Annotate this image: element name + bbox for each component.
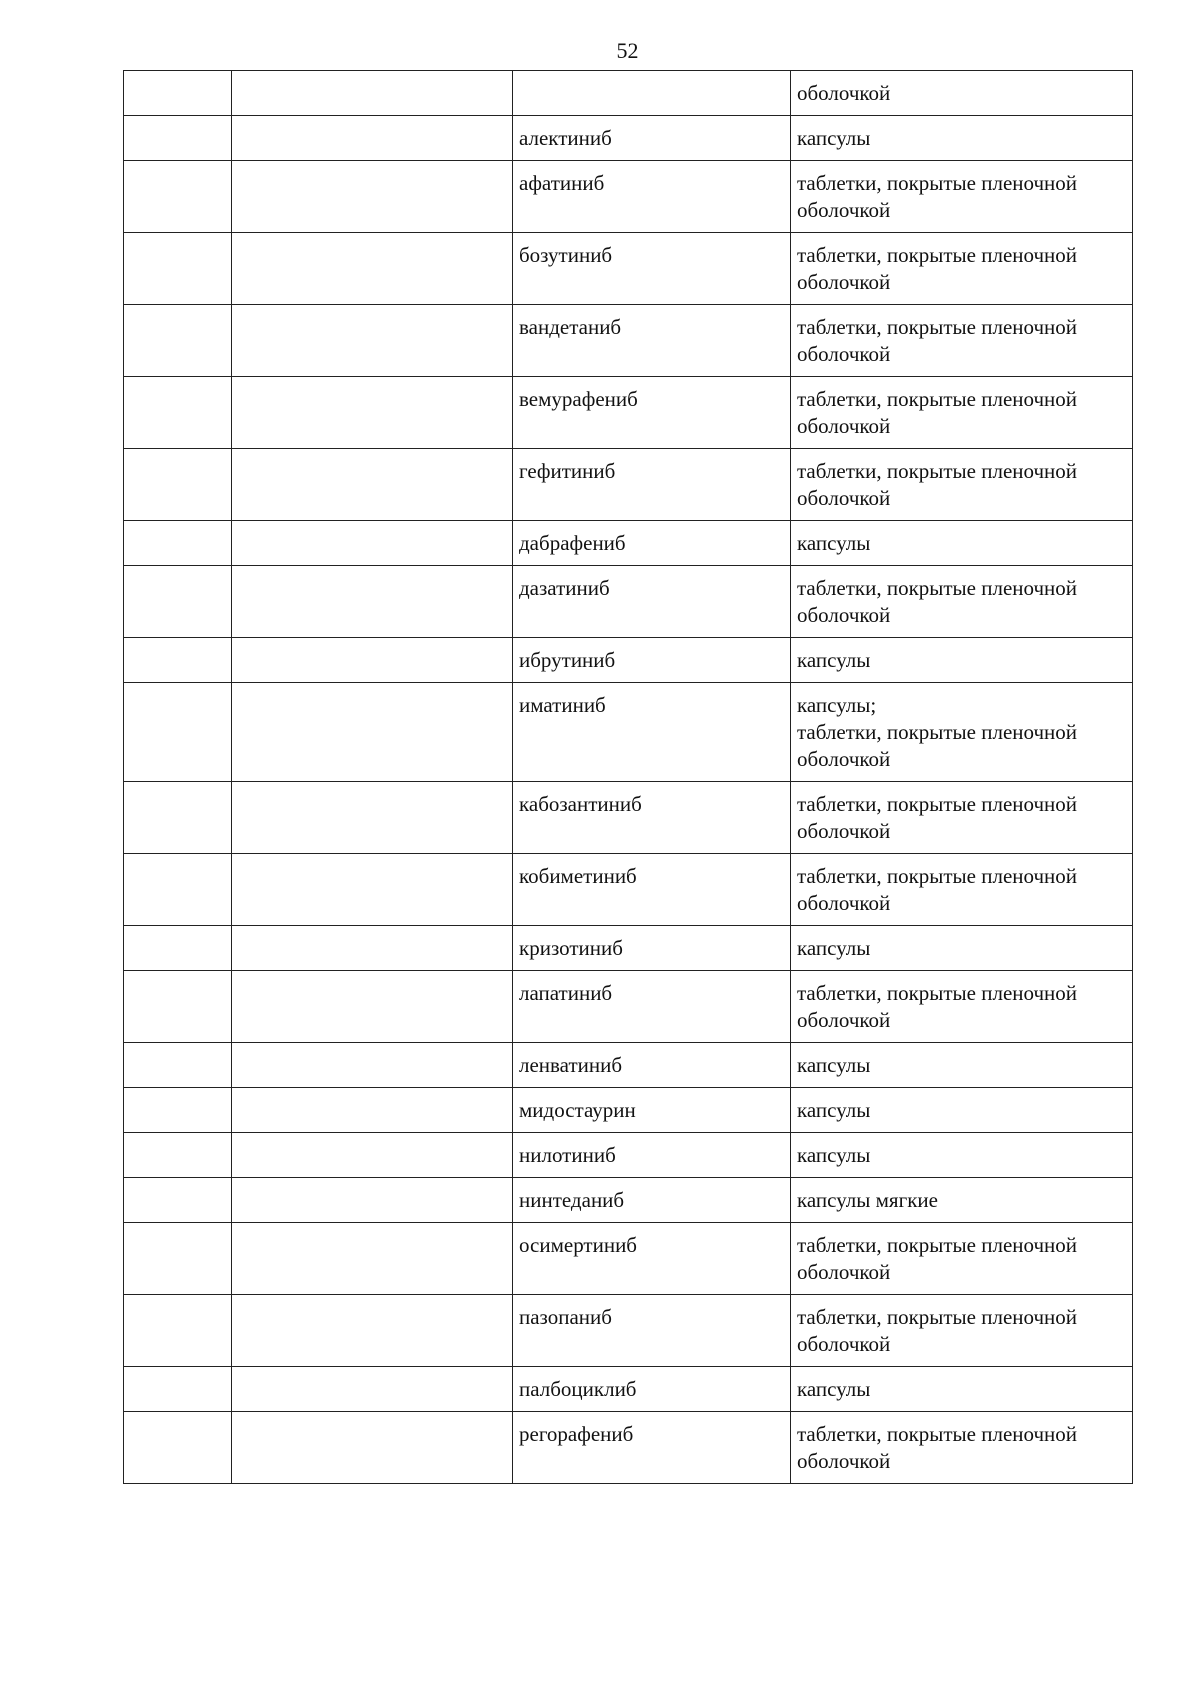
code-cell — [124, 926, 232, 971]
group-cell — [232, 1178, 513, 1223]
drug-table — [123, 70, 1133, 1484]
drug-name: дабрафениб — [519, 531, 626, 555]
drug-name: вемурафениб — [519, 387, 638, 411]
drug-name-cell — [513, 1133, 791, 1178]
drug-name-cell — [513, 926, 791, 971]
dosage-form-line: капсулы — [797, 531, 871, 555]
group-cell — [232, 1367, 513, 1412]
table-row — [124, 116, 1133, 161]
code-cell — [124, 1295, 232, 1367]
dosage-form-cell — [791, 1295, 1133, 1367]
dosage-form-line: оболочкой — [797, 1008, 891, 1032]
code-cell — [124, 449, 232, 521]
code-cell — [124, 854, 232, 926]
dosage-form-line: капсулы — [797, 1098, 871, 1122]
group-cell — [232, 233, 513, 305]
drug-name-cell — [513, 377, 791, 449]
table-row — [124, 377, 1133, 449]
drug-name: лапатиниб — [519, 981, 613, 1005]
group-cell — [232, 161, 513, 233]
code-cell — [124, 377, 232, 449]
group-cell — [232, 1223, 513, 1295]
dosage-form-line: таблетки, покрытые пленочной — [797, 792, 1078, 816]
group-cell — [232, 683, 513, 782]
drug-name-cell — [513, 1223, 791, 1295]
dosage-form-line: таблетки, покрытые пленочной — [797, 1422, 1078, 1446]
table-row — [124, 233, 1133, 305]
dosage-form-cell — [791, 1178, 1133, 1223]
code-cell — [124, 116, 232, 161]
group-cell — [232, 449, 513, 521]
drug-name-cell — [513, 566, 791, 638]
code-cell — [124, 1133, 232, 1178]
drug-name: нинтеданиб — [519, 1188, 625, 1212]
table-row — [124, 638, 1133, 683]
drug-name: дазатиниб — [519, 576, 610, 600]
drug-name: кабозантиниб — [519, 792, 642, 816]
code-cell — [124, 233, 232, 305]
code-cell — [124, 1223, 232, 1295]
table-row — [124, 1088, 1133, 1133]
drug-name-cell — [513, 305, 791, 377]
dosage-form-line: оболочкой — [797, 891, 891, 915]
drug-name-cell — [513, 521, 791, 566]
code-cell — [124, 566, 232, 638]
dosage-form-cell — [791, 566, 1133, 638]
drug-name: ленватиниб — [519, 1053, 623, 1077]
dosage-form-cell — [791, 116, 1133, 161]
dosage-form-cell — [791, 449, 1133, 521]
drug-name-cell — [513, 683, 791, 782]
dosage-form-line: капсулы — [797, 126, 871, 150]
drug-name: пазопаниб — [519, 1305, 612, 1329]
dosage-form-line: оболочкой — [797, 486, 891, 510]
table-row — [124, 926, 1133, 971]
dosage-form-cell — [791, 1133, 1133, 1178]
dosage-form-line: таблетки, покрытые пленочной — [797, 315, 1078, 339]
dosage-form-line: капсулы — [797, 1377, 871, 1401]
dosage-form-line: оболочкой — [797, 1332, 891, 1356]
code-cell — [124, 1088, 232, 1133]
drug-name: алектиниб — [519, 126, 612, 150]
dosage-form-line: таблетки, покрытые пленочной — [797, 171, 1078, 195]
dosage-form-line: оболочкой — [797, 270, 891, 294]
group-cell — [232, 926, 513, 971]
dosage-form-line: таблетки, покрытые пленочной — [797, 387, 1078, 411]
code-cell — [124, 305, 232, 377]
drug-name-cell — [513, 161, 791, 233]
drug-name-cell — [513, 1295, 791, 1367]
code-cell — [124, 1412, 232, 1484]
drug-name: вандетаниб — [519, 315, 622, 339]
dosage-form-line: таблетки, покрытые пленочной — [797, 981, 1078, 1005]
group-cell — [232, 1043, 513, 1088]
dosage-form-line: капсулы — [797, 936, 871, 960]
dosage-form-cell — [791, 1088, 1133, 1133]
drug-table-body — [124, 71, 1133, 1484]
dosage-form-line: таблетки, покрытые пленочной — [797, 459, 1078, 483]
drug-name-cell — [513, 233, 791, 305]
drug-name-cell — [513, 449, 791, 521]
dosage-form-line: капсулы — [797, 648, 871, 672]
dosage-form-line: капсулы — [797, 1053, 871, 1077]
dosage-form-line: оболочкой — [797, 198, 891, 222]
drug-name-cell — [513, 638, 791, 683]
table-row — [124, 1223, 1133, 1295]
table-row — [124, 782, 1133, 854]
group-cell — [232, 971, 513, 1043]
drug-name-cell — [513, 1043, 791, 1088]
dosage-form-line: таблетки, покрытые пленочной — [797, 576, 1078, 600]
code-cell — [124, 782, 232, 854]
table-row — [124, 1367, 1133, 1412]
code-cell — [124, 1043, 232, 1088]
dosage-form-line: капсулы мягкие — [797, 1188, 938, 1212]
code-cell — [124, 683, 232, 782]
dosage-form-cell — [791, 305, 1133, 377]
code-cell — [124, 521, 232, 566]
drug-name-cell — [513, 1088, 791, 1133]
table-row — [124, 71, 1133, 116]
dosage-form-cell — [791, 71, 1133, 116]
drug-name-cell — [513, 971, 791, 1043]
drug-name: мидостаурин — [519, 1098, 636, 1122]
drug-name: бозутиниб — [519, 243, 613, 267]
group-cell — [232, 305, 513, 377]
dosage-form-line: таблетки, покрытые пленочной — [797, 720, 1078, 744]
dosage-form-cell — [791, 233, 1133, 305]
dosage-form-cell — [791, 638, 1133, 683]
dosage-form-cell — [791, 782, 1133, 854]
dosage-form-cell — [791, 1367, 1133, 1412]
table-row — [124, 1412, 1133, 1484]
dosage-form-cell — [791, 971, 1133, 1043]
drug-name: гефитиниб — [519, 459, 616, 483]
drug-name: палбоциклиб — [519, 1377, 637, 1401]
group-cell — [232, 521, 513, 566]
dosage-form-line: оболочкой — [797, 414, 891, 438]
page-number: 52 — [616, 38, 639, 63]
dosage-form-cell — [791, 1043, 1133, 1088]
table-row — [124, 1043, 1133, 1088]
group-cell — [232, 1133, 513, 1178]
group-cell — [232, 782, 513, 854]
table-row — [124, 1133, 1133, 1178]
table-row — [124, 971, 1133, 1043]
code-cell — [124, 971, 232, 1043]
code-cell — [124, 638, 232, 683]
dosage-form-line: таблетки, покрытые пленочной — [797, 1305, 1078, 1329]
drug-name: кризотиниб — [519, 936, 623, 960]
table-row — [124, 1178, 1133, 1223]
drug-name: регорафениб — [519, 1422, 634, 1446]
code-cell — [124, 1367, 232, 1412]
drug-name-cell — [513, 116, 791, 161]
table-row — [124, 161, 1133, 233]
drug-name: осимертиниб — [519, 1233, 637, 1257]
code-cell — [124, 71, 232, 116]
dosage-form-line: оболочкой — [797, 1260, 891, 1284]
drug-name-cell — [513, 71, 791, 116]
dosage-form-cell — [791, 521, 1133, 566]
group-cell — [232, 71, 513, 116]
drug-name-cell — [513, 1178, 791, 1223]
dosage-form-line: оболочкой — [797, 819, 891, 843]
group-cell — [232, 1412, 513, 1484]
dosage-form-cell — [791, 1223, 1133, 1295]
dosage-form-cell — [791, 926, 1133, 971]
dosage-form-cell — [791, 1412, 1133, 1484]
dosage-form-cell — [791, 854, 1133, 926]
table-row — [124, 1295, 1133, 1367]
dosage-form-cell — [791, 683, 1133, 782]
table-row — [124, 566, 1133, 638]
dosage-form-line: таблетки, покрытые пленочной — [797, 243, 1078, 267]
dosage-form-cell — [791, 161, 1133, 233]
drug-name-cell — [513, 854, 791, 926]
group-cell — [232, 1295, 513, 1367]
code-cell — [124, 1178, 232, 1223]
table-row — [124, 521, 1133, 566]
table-row — [124, 305, 1133, 377]
dosage-form-line: таблетки, покрытые пленочной — [797, 1233, 1078, 1257]
dosage-form-line: оболочкой — [797, 81, 891, 105]
drug-name: нилотиниб — [519, 1143, 616, 1167]
table-row — [124, 449, 1133, 521]
drug-name-cell — [513, 782, 791, 854]
drug-name: кобиметиниб — [519, 864, 637, 888]
table-row — [124, 683, 1133, 782]
group-cell — [232, 638, 513, 683]
dosage-form-line: оболочкой — [797, 747, 891, 771]
dosage-form-line: оболочкой — [797, 603, 891, 627]
drug-name: ибрутиниб — [519, 648, 616, 672]
table-row — [124, 854, 1133, 926]
dosage-form-line: таблетки, покрытые пленочной — [797, 864, 1078, 888]
dosage-form-line: оболочкой — [797, 342, 891, 366]
group-cell — [232, 854, 513, 926]
drug-name: иматиниб — [519, 693, 606, 717]
group-cell — [232, 566, 513, 638]
group-cell — [232, 116, 513, 161]
code-cell — [124, 161, 232, 233]
dosage-form-line: капсулы; — [797, 693, 877, 717]
drug-name: афатиниб — [519, 171, 605, 195]
drug-name-cell — [513, 1412, 791, 1484]
group-cell — [232, 377, 513, 449]
dosage-form-cell — [791, 377, 1133, 449]
dosage-form-line: капсулы — [797, 1143, 871, 1167]
group-cell — [232, 1088, 513, 1133]
drug-name-cell — [513, 1367, 791, 1412]
dosage-form-line: оболочкой — [797, 1449, 891, 1473]
